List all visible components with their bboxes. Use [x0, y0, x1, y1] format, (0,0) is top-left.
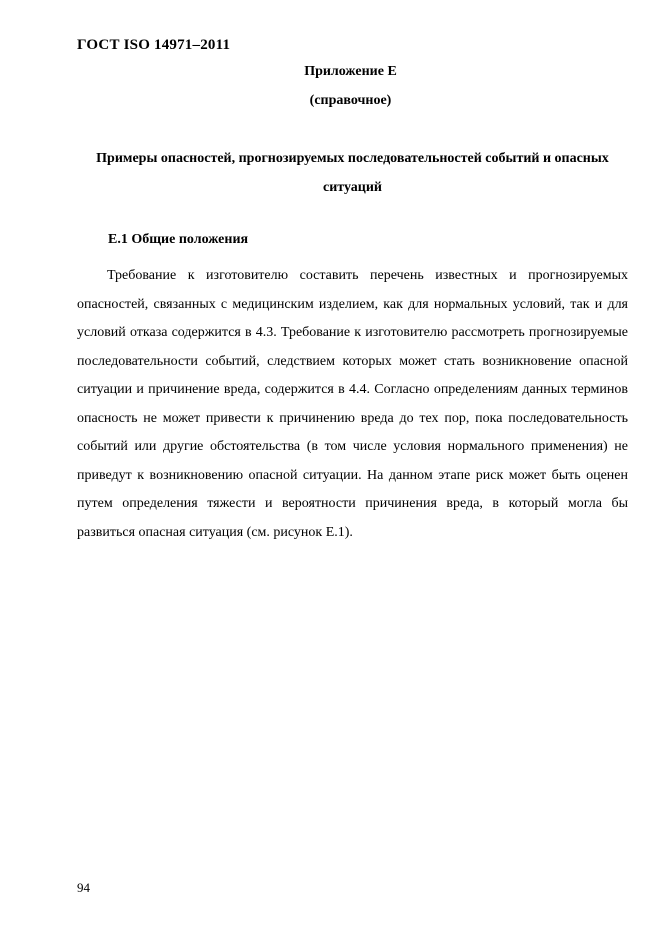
appendix-title: Приложение Е — [304, 64, 397, 79]
page-number: 94 — [77, 880, 90, 895]
page-title: Примеры опасностей, прогнозируемых последовательностей событий и опасных ситуаций — [96, 151, 609, 195]
appendix-subtitle: (справочное) — [309, 93, 392, 108]
section-heading: Е.1 Общие положения — [108, 232, 249, 247]
body-paragraph: Требование к изготовителю составить перечень известных и прогнозируемых опасностей, связанных с медицинским изделием, как для нормальных условий, так и для условий отказа содержится в 4.3. Требование к изготовителю рассмотреть прогнозируемые последовательности событий, следствием которых может стать возникновение опасной ситуации и причинение вреда, содержится в 4.4. Согласно определениям данных терминов опасность не может привести к причинению вреда до тех пор, пока последовательность событий или другие обстоятельства (в том числе условия нормального применения) не приведут к возникновению опасной ситуации. На данном этапе риск может быть оценен путем определения тяжести и вероятности причинения вреда, в который могла бы развиться опасная ситуация (см. рисунок Е.1). — [77, 268, 628, 540]
document-header: ГОСТ ISO 14971–2011 — [77, 37, 231, 53]
